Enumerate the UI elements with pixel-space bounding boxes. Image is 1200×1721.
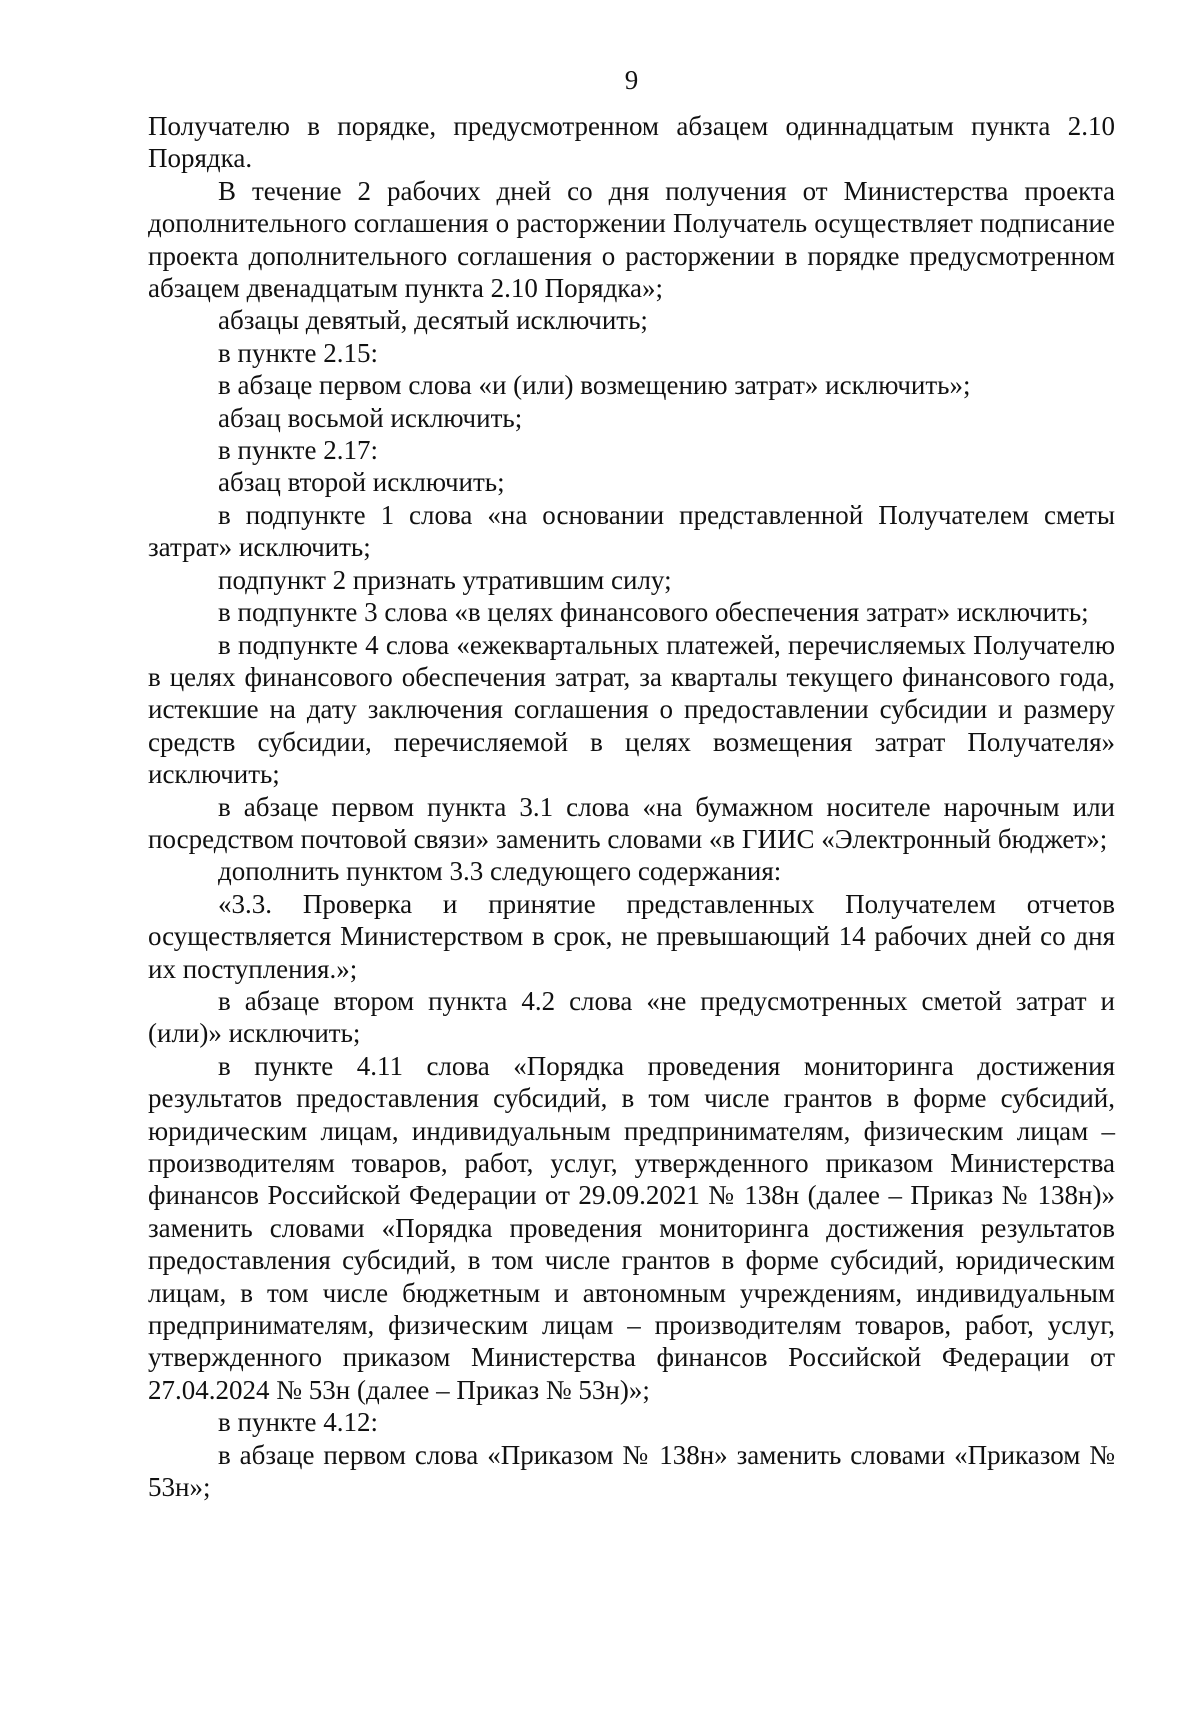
paragraph: Получателю в порядке, предусмотренном абзацем одиннадцатым пункта 2.10 Порядка. (148, 111, 1115, 174)
page-number: 9 (624, 65, 639, 95)
paragraph: в абзаце первом пункта 3.1 слова «на бумажном носителе нарочным или посредством почтовой связи» заменить словами «в ГИИС «Электронный бюджет»; (148, 791, 1115, 854)
paragraph: дополнить пунктом 3.3 следующего содержания: (218, 856, 782, 887)
paragraph: в пункте 2.15: (218, 337, 378, 368)
paragraph: в подпункте 1 слова «на основании представленной Получателем сметы затрат» исключить; (148, 499, 1115, 563)
paragraph: абзац второй исключить; (218, 467, 505, 498)
paragraph: в пункте 4.12: (218, 1407, 378, 1438)
paragraph: в пункте 4.11 слова «Порядка проведения мониторинга достижения результатов предоставления субсидий, в том числе грантов в форме субсидий, юридическим лицам, индивидуальным предпринимателям, физическим лицам – производителям товаров, работ, услуг, утвержденного приказом Министерства финансов Российской Федерации от 29.09.2021 № 138н (далее – Приказ № 138н)» заменить словами «Порядка проведения мониторинга достижения результатов предоставления субсидий, в том числе грантов в форме субсидий, юридическим лицам, в том числе бюджетным и автономным учреждениям, индивидуальным предпринимателям, физическим лицам – производителям товаров, работ, услуг, утвержденного приказом Министерства финансов Российской Федерации от 27.04.2024 № 53н (далее – Приказ № 53н)»; (148, 1050, 1115, 1405)
paragraph: в подпункте 3 слова «в целях финансового обеспечения затрат» исключить; (218, 597, 1089, 628)
paragraph: в пункте 2.17: (218, 435, 378, 466)
paragraph: абзац восьмой исключить; (218, 402, 523, 433)
paragraph: абзацы девятый, десятый исключить; (218, 305, 648, 336)
paragraph: подпункт 2 признать утратившим силу; (218, 564, 672, 595)
paragraph: «3.3. Проверка и принятие представленных Получателем отчетов осуществляется Министерством в срок, не превышающий 14 рабочих дней со дня их поступления.»; (148, 888, 1115, 984)
document-page (148, 64, 1115, 1503)
paragraph: в абзаце первом слова «Приказом № 138н» заменить словами «Приказом № 53н»; (148, 1439, 1115, 1503)
paragraph: в абзаце первом слова «и (или) возмещению затрат» исключить»; (218, 370, 971, 401)
paragraph: в абзаце втором пункта 4.2 слова «не предусмотренных сметой затрат и (или)» исключить; (148, 985, 1115, 1049)
paragraph: В течение 2 рабочих дней со дня получения от Министерства проекта дополнительного соглашения о расторжении Получатель осуществляет подписание проекта дополнительного соглашения о расторжении в порядке предусмотренном абзацем двенадцатым пункта 2.10 Порядка»; (148, 175, 1115, 304)
paragraph: в подпункте 4 слова «ежеквартальных платежей, перечисляемых Получателю в целях финансового обеспечения затрат, за кварталы текущего финансового года, истекшие на дату заключения соглашения о предоставлении субсидии и размеру средств субсидии, перечисляемой в целях возмещения затрат Получателя» исключить; (148, 629, 1115, 790)
document-body (148, 110, 1115, 1503)
